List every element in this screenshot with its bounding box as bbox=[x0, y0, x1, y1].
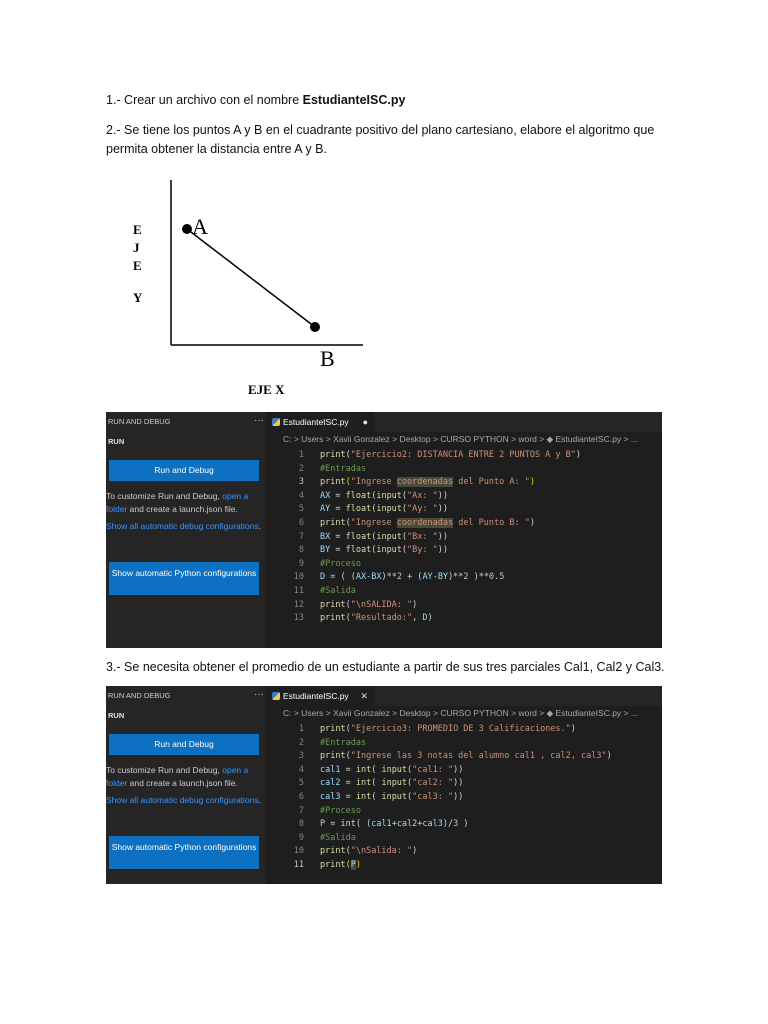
y-axis-letter-e2: E bbox=[133, 258, 142, 273]
breadcrumb[interactable]: C: > Users > Xavii Gonzalez > Desktop > CURSO PYTHON > word > ◆ EstudianteISC.py > ... bbox=[283, 434, 638, 444]
code-line: 12 print("\nSALIDA: ") bbox=[282, 599, 581, 613]
customize-text bbox=[106, 490, 263, 516]
run-and-debug-button[interactable]: Run and Debug bbox=[109, 460, 259, 481]
code-line: 4 cal1 = int( input("cal1: ")) bbox=[282, 764, 612, 778]
customize-text-1: To customize Run and Debug, bbox=[106, 765, 223, 775]
x-axis-label: EJE X bbox=[248, 382, 285, 397]
code-line: 8 P = int( (cal1+cal2+cal3)/3 ) bbox=[282, 818, 612, 832]
show-all-end: . bbox=[258, 795, 261, 805]
code-line: 3 print("Ingrese las 3 notas del alumno cal1 , cal2, cal3") bbox=[282, 750, 612, 764]
code-line: 11 print(P) bbox=[282, 859, 612, 873]
vscode-screenshot-2 bbox=[106, 686, 662, 884]
point-b-dot bbox=[310, 322, 320, 332]
line-number: 9 bbox=[298, 558, 304, 569]
more-actions-icon[interactable]: ··· bbox=[254, 689, 264, 700]
line-number: 5 bbox=[298, 778, 304, 789]
line-number: 11 bbox=[293, 859, 304, 870]
line-number: 4 bbox=[298, 490, 304, 501]
line-number: 4 bbox=[298, 764, 304, 775]
line-number: 13 bbox=[293, 613, 304, 624]
customize-text-2: and create a launch.json file. bbox=[127, 504, 238, 514]
tab-label: EstudianteISC.py bbox=[283, 691, 349, 701]
code-line: 2 #Entradas bbox=[282, 737, 612, 751]
code-line: 11 #Salida bbox=[282, 585, 581, 599]
python-file-icon bbox=[272, 418, 280, 426]
show-all-configurations-link[interactable]: Show all automatic debug configurations bbox=[106, 521, 259, 531]
sidebar-title: RUN AND DEBUG bbox=[108, 417, 171, 426]
customize-text-1: To customize Run and Debug, bbox=[106, 491, 223, 501]
tab-label: EstudianteISC.py bbox=[283, 417, 349, 427]
code-line: 4 AX = float(input("Ax: ")) bbox=[282, 490, 581, 504]
line-number: 7 bbox=[298, 531, 304, 542]
line-number: 7 bbox=[298, 805, 304, 816]
code-editor[interactable] bbox=[282, 449, 581, 626]
run-debug-sidebar bbox=[106, 412, 266, 648]
line-number: 8 bbox=[298, 545, 304, 556]
line-number: 5 bbox=[298, 504, 304, 515]
editor-tab[interactable] bbox=[266, 412, 374, 432]
unsaved-dot-icon[interactable]: ● bbox=[362, 417, 368, 427]
vscode-screenshot-1 bbox=[106, 412, 662, 648]
run-section-title: RUN bbox=[108, 437, 125, 446]
instruction-1-text: 1.- Crear un archivo con el nombre bbox=[106, 93, 303, 107]
y-axis-letter-j: J bbox=[133, 240, 140, 255]
line-number: 8 bbox=[298, 819, 304, 830]
code-line: 6 cal3 = int( input("cal3: ")) bbox=[282, 791, 612, 805]
line-number: 6 bbox=[298, 791, 304, 802]
line-number: 11 bbox=[293, 585, 304, 596]
code-line: 7 #Proceso bbox=[282, 805, 612, 819]
close-icon[interactable]: ✕ bbox=[360, 691, 368, 701]
open-folder-link[interactable]: open a folder bbox=[106, 765, 249, 788]
line-number: 9 bbox=[298, 832, 304, 843]
customize-text bbox=[106, 764, 263, 790]
editor-tabbar bbox=[266, 412, 662, 432]
show-python-configurations-button[interactable]: Show automatic Python configurations bbox=[109, 836, 259, 869]
instruction-3: 3.- Se necesita obtener el promedio de un estudiante a partir de sus tres parciales Cal1, Cal2 y Cal3. bbox=[106, 660, 665, 674]
editor-tabbar bbox=[266, 686, 662, 706]
code-line: 7 BX = float(input("Bx: ")) bbox=[282, 531, 581, 545]
show-python-configurations-button[interactable]: Show automatic Python configurations bbox=[109, 562, 259, 595]
code-editor[interactable] bbox=[282, 723, 612, 873]
python-file-icon bbox=[272, 692, 280, 700]
y-axis-letter-y: Y bbox=[133, 290, 143, 305]
point-a-label: A bbox=[192, 214, 208, 239]
line-number: 3 bbox=[298, 477, 304, 488]
line-number: 10 bbox=[293, 572, 304, 583]
show-all-text bbox=[106, 520, 263, 533]
code-line: 8 BY = float(input("By: ")) bbox=[282, 544, 581, 558]
code-line: 6 print("Ingrese coordenadas del Punto B: ") bbox=[282, 517, 581, 531]
code-line: 13 print("Resultado:", D) bbox=[282, 612, 581, 626]
code-line: 9 #Proceso bbox=[282, 558, 581, 572]
open-folder-link[interactable]: open a folder bbox=[106, 491, 249, 514]
instruction-1 bbox=[106, 91, 405, 110]
show-all-end: . bbox=[258, 521, 261, 531]
customize-text-2: and create a launch.json file. bbox=[127, 778, 238, 788]
code-line: 1 print("Ejercicio3: PROMEDIO DE 3 Calificaciones.") bbox=[282, 723, 612, 737]
instruction-1-filename: EstudianteISC.py bbox=[302, 93, 406, 107]
code-line: 10 D = ( (AX-BX)**2 + (AY-BY)**2 )**0.5 bbox=[282, 571, 581, 585]
code-line: 1 print("Ejercicio2: DISTANCIA ENTRE 2 PUNTOS A y B") bbox=[282, 449, 581, 463]
distance-segment bbox=[187, 229, 315, 327]
code-line: 2 #Entradas bbox=[282, 463, 581, 477]
show-all-configurations-link[interactable]: Show all automatic debug configurations bbox=[106, 795, 259, 805]
show-all-text bbox=[106, 794, 263, 807]
line-number: 10 bbox=[293, 846, 304, 857]
line-number: 12 bbox=[293, 599, 304, 610]
more-actions-icon[interactable]: ··· bbox=[254, 415, 264, 426]
run-section-title: RUN bbox=[108, 711, 125, 720]
run-and-debug-button[interactable]: Run and Debug bbox=[109, 734, 259, 755]
instruction-2: 2.- Se tiene los puntos A y B en el cuadrante positivo del plano cartesiano, elabore el algoritmo que permita obtener la distancia entre A y B. bbox=[106, 123, 655, 156]
line-number: 2 bbox=[298, 737, 304, 748]
point-a-dot bbox=[182, 224, 192, 234]
line-number: 3 bbox=[298, 751, 304, 762]
cartesian-diagram bbox=[120, 170, 380, 405]
editor-tab[interactable] bbox=[266, 686, 374, 706]
run-debug-sidebar bbox=[106, 686, 266, 884]
breadcrumb[interactable]: C: > Users > Xavii Gonzalez > Desktop > CURSO PYTHON > word > ◆ EstudianteISC.py > ... bbox=[283, 708, 638, 718]
point-b-label: B bbox=[320, 346, 335, 371]
sidebar-title: RUN AND DEBUG bbox=[108, 691, 171, 700]
code-line: 10 print("\nSalida: ") bbox=[282, 845, 612, 859]
code-line: 5 AY = float(input("Ay: ")) bbox=[282, 503, 581, 517]
line-number: 6 bbox=[298, 517, 304, 528]
line-number: 2 bbox=[298, 463, 304, 474]
y-axis-letter-e1: E bbox=[133, 222, 142, 237]
line-number: 1 bbox=[298, 450, 304, 460]
line-number: 1 bbox=[298, 724, 304, 734]
diagram-svg bbox=[120, 170, 380, 405]
code-line: 3 print("Ingrese coordenadas del Punto A: ") bbox=[282, 476, 581, 490]
code-line: 9 #Salida bbox=[282, 832, 612, 846]
code-line: 5 cal2 = int( input("cal2: ")) bbox=[282, 777, 612, 791]
